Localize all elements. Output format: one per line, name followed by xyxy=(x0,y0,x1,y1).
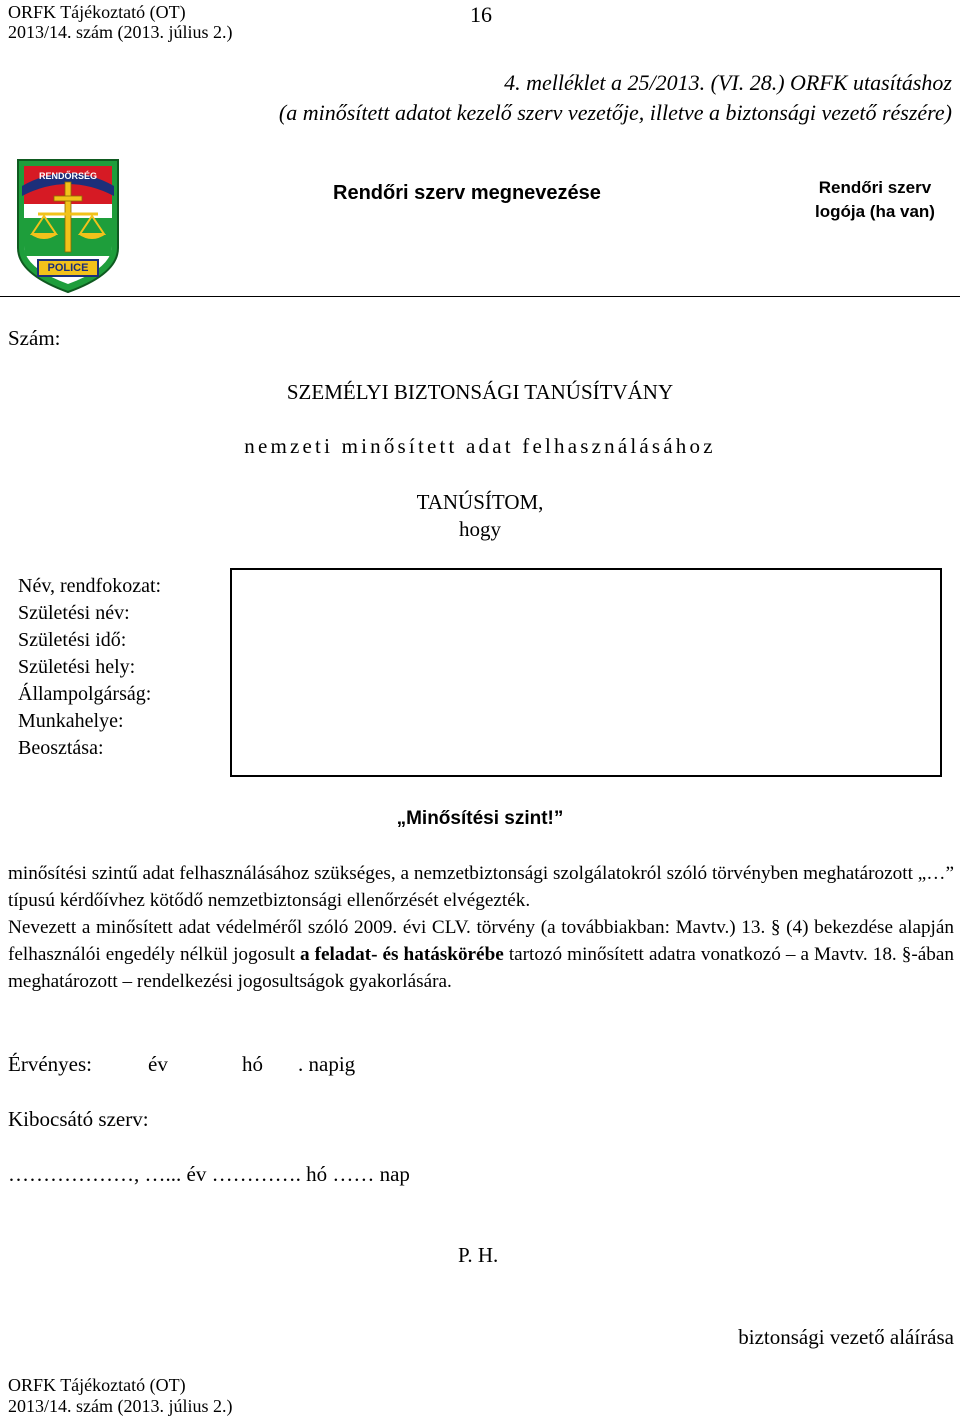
emblem-bottom-text: POLICE xyxy=(47,262,89,274)
field-name-rank: Név, rendfokozat: xyxy=(18,575,162,597)
classification-level: „Minősítési szint!” xyxy=(396,808,564,829)
page-number: 16 xyxy=(470,2,492,27)
field-position: Beosztása: xyxy=(18,737,104,759)
header-divider xyxy=(0,296,960,297)
body-paragraph-2-emphasis: a feladat- és hatáskörébe xyxy=(299,944,504,965)
certify-label: TANÚSÍTOM, xyxy=(416,490,544,514)
footer-org: ORFK Tájékoztató (OT) xyxy=(8,1375,186,1395)
valid-label: Érvényes: xyxy=(8,1052,92,1076)
emblem-top-text: RENDŐRSÉG xyxy=(38,171,97,181)
certificate-title: SZEMÉLYI BIZTONSÁGI TANÚSÍTVÁNY xyxy=(286,380,674,404)
field-birth-place: Születési hely: xyxy=(18,656,136,678)
body-paragraph-1: minősítési szintű adat felhasználásához szükséges, a nemzetbiztonsági szolgálatokról szóló törvényben meghatározott „…” típusú kérdőívhez kötődő nemzetbiztonsági ellenőrzését elvégezték. xyxy=(8,863,954,911)
annex-line-2: (a minősített adatot kezelő szerv vezetője, illetve a biztonsági vezető részére) xyxy=(278,100,952,125)
date-line: ………………, …... év …………. hó …… nap xyxy=(8,1162,410,1186)
certificate-subtitle: nemzeti minősített adat felhasználásához xyxy=(244,434,716,458)
logo-note-line-1: Rendőri szerv xyxy=(818,178,932,197)
logo-note xyxy=(800,176,950,224)
valid-year: év xyxy=(148,1052,168,1076)
body-paragraph-2 xyxy=(8,914,954,995)
form-labels xyxy=(18,573,161,762)
logo-note-line-2: logója (ha van) xyxy=(815,202,935,221)
signature-label: biztonsági vezető aláírása xyxy=(738,1325,954,1349)
personal-data-box[interactable] xyxy=(230,568,942,777)
valid-day: . napig xyxy=(298,1052,356,1076)
body-paragraph-2-part-a: Nevezett a minősített adat védelméről szóló 2009. évi CLV. törvény (a továbbiakban: Mavtv.) 13. § (4) bekezdése alapján felhasználói engedély nélkül jogosult xyxy=(8,917,954,965)
issuer-label: Kibocsátó szerv: xyxy=(8,1107,149,1131)
header-issue: 2013/14. szám (2013. július 2.) xyxy=(8,22,233,42)
certify-hogy: hogy xyxy=(459,517,501,541)
header-org: ORFK Tájékoztató (OT) xyxy=(8,2,186,22)
field-citizenship: Állampolgárság: xyxy=(18,683,152,705)
field-birth-date: Születési idő: xyxy=(18,629,127,651)
footer-issue: 2013/14. szám (2013. július 2.) xyxy=(8,1396,233,1416)
number-label: Szám: xyxy=(8,326,61,350)
field-birth-name: Születési név: xyxy=(18,602,130,624)
seal-placeholder: P. H. xyxy=(458,1243,499,1267)
valid-month: hó xyxy=(242,1052,263,1076)
police-emblem xyxy=(14,156,122,294)
annex-line-1: 4. melléklet a 25/2013. (VI. 28.) ORFK utasításhoz xyxy=(504,70,952,95)
body-paragraph-2-part-c: tartozó minősített adatra vonatkozó – a Mavtv. 18. §-ában meghatározott – rendelkezési jogosultságok gyakorlására. xyxy=(8,944,954,992)
org-name-label: Rendőri szerv megnevezése xyxy=(333,182,601,204)
field-workplace: Munkahelye: xyxy=(18,710,124,732)
